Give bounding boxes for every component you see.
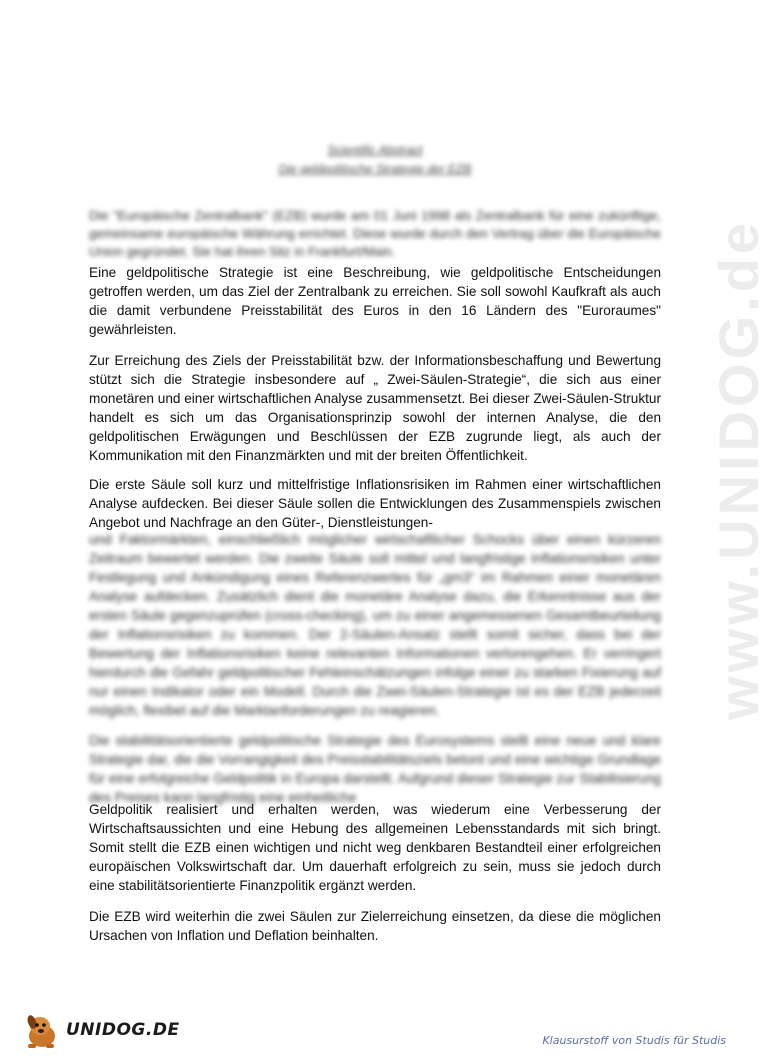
dog-icon (22, 1010, 62, 1050)
paragraph-conclusion-blurred: Die stabilitätsorientierte geldpolitische Strategie des Eurosystems stellt eine neue und klare Strategie dar, die die Vorrangigkeit des Preisstabilitätsziels betont und eine wichtige Grundlage für eine erfolgreiche Geldpolitik in Europa darstellt. Aufgrund dieser Strategie zur Stabilisierung des Preises kann langfristig eine einheitliche (89, 733, 661, 805)
watermark: www.UNIDOG.de (707, 218, 770, 720)
unidog-logo (22, 1010, 180, 1050)
paragraph-conclusion: Geldpolitik realisiert und erhalten werden, was wiederum eine Verbesserung der Wirtschaftsaussichten und eine Hebung des allgemeinen Lebensstandards mit sich bringt. Somit stellt die EZB einen wichtigen und nicht weg denkbaren Bestandteil einer erfolgreichen europäischen Volkswirtschaft dar. Um dauerhaft erfolgreich zu sein, muss sie jedoch durch eine stabilitätsorientierte Finanzpolitik ergänzt werden. (89, 802, 661, 893)
paragraph-intro-blurred: Die "Europäische Zentralbank" (EZB) wurde am 01 Juni 1998 als Zentralbank für eine zukünftige, gemeinsame europäische Währung errichtet. Diese wurde durch den Vertrag über die Europäische Union gegründet. Sie hat ihren Sitz in Frankfurt/Main. (89, 208, 661, 259)
document-subtitle: Die geldpolitische Strategie der EZB (278, 162, 472, 176)
logo-text: UNIDOG.DE (66, 1020, 180, 1040)
document-title: Scientific Abstract (327, 143, 423, 157)
paragraph-strategy-definition: Eine geldpolitische Strategie ist eine Beschreibung, wie geldpolitische Entscheidungen getroffen werden, um das Ziel der Zentralbank zu erreichen. Sie soll sowohl Kaufkraft als auch die damit verbundene Preisstabilität des Euros in den 16 Ländern des "Euroraumes" gewährleisten. (89, 265, 661, 337)
footer-slogan: Klausurstoff von Studis für Studis (542, 1034, 726, 1047)
paragraph-first-pillar: Die erste Säule soll kurz und mittelfristige Inflationsrisiken im Rahmen einer wirtschaftlichen Analyse aufdecken. Bei dieser Säule sollen die Entwicklungen des Zusammenspiels zwischen Angebot und Nachfrage an den Güter-, Dienstleistungen- (89, 477, 661, 530)
paragraph-two-pillars: Zur Erreichung des Ziels der Preisstabilität bzw. der Informationsbeschaffung und Bewertung stützt sich die Strategie insbesondere auf „ Zwei-Säulen-Strategie“, die sich aus einer monetären und einer wirtschaftlichen Analyse zusammensetzt. Bei dieser Zwei-Säulen-Struktur handelt es sich um das Organisationsprinzip sowohl der internen Analyse, die den geldpolitischen Erwägungen und Beschlüssen der EZB zugrunde liegt, als auch der Kommunikation mit den Finanzmärkten und mit der breiten Öffentlichkeit. (89, 353, 661, 463)
paragraph-second-pillar-blurred: und Faktormärkten, einschließlich möglicher wirtschaftlicher Schocks über einen kürzeren Zeitraum bewertet werden. Die zweite Säule soll mittel und langfristige Inflationsrisiken unter Festlegung und Ankündigung eines Referenzwertes für „gm3“ im Rahmen einer monetären Analyse aufdecken. Zusätzlich dient die monetäre Analyse dazu, die Erkenntnisse aus der ersten Säule gegenzuprüfen (cross-checking), um zu einer angemessenen Gesamtbeurteilung der Inflationsrisiken zu kommen. Der 2-Säulen-Ansatz stellt somit sicher, dass bei der Bewertung der Inflationsrisiken keine relevanten Informationen verlorengehen. Er verringert hierdurch die Gefahr geldpolitischer Fehleinschätzungen infolge einer zu starken Fixierung auf nur einen Indikator oder ein Modell. Durch die Zwei-Säulen-Strategie ist es der EZB jederzeit möglich, flexibel auf die Marktanforderungen zu reagieren. (89, 532, 661, 718)
paragraph-outlook: Die EZB wird weiterhin die zwei Säulen zur Zielerreichung einsetzen, da diese die möglichen Ursachen von Inflation und Deflation beinhalten. (89, 909, 661, 943)
